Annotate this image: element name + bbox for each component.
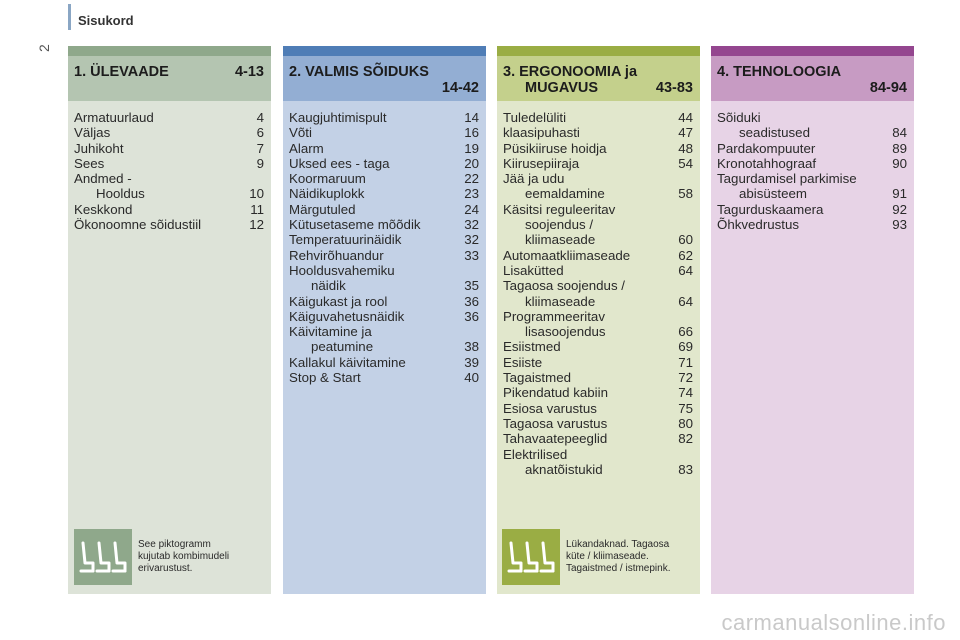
toc-entry[interactable] (503, 232, 693, 247)
toc-column-overview (68, 46, 271, 594)
header-accent-bar (68, 4, 71, 30)
toc-entry-page: 91 (892, 186, 907, 202)
column-color-strip (68, 46, 271, 56)
toc-entry-page: 6 (256, 125, 264, 141)
toc-entry-title: Väljas (74, 125, 111, 141)
toc-entry[interactable] (503, 401, 693, 416)
heading-title-line2: MUGAVUS (525, 80, 599, 96)
toc-entry[interactable] (503, 263, 693, 278)
toc-entry-title: Sees (74, 155, 105, 171)
toc-entry-title: Pikendatud kabiin (503, 385, 608, 401)
toc-entry[interactable] (289, 324, 479, 339)
heading-pages: 14-42 (441, 80, 479, 96)
toc-entry-page: 93 (892, 217, 907, 233)
toc-entry-page: 33 (464, 247, 479, 263)
entry-list (68, 101, 271, 232)
toc-entry[interactable] (74, 186, 264, 201)
toc-entry-page: 7 (256, 140, 264, 156)
toc-entry-title: Märgutuled (289, 201, 356, 217)
toc-entry-page: 10 (249, 186, 264, 202)
toc-entry-title: Programmeeritav (503, 308, 605, 324)
toc-entry-title: eemaldamine (525, 186, 605, 202)
entry-list (711, 101, 914, 232)
column-heading[interactable] (497, 56, 700, 101)
toc-entry-title: Andmed - (74, 171, 132, 187)
toc-entry-title: Käiguvahetusnäidik (289, 308, 405, 324)
toc-column-technology (711, 46, 914, 594)
toc-entry-title: Pardakompuuter (717, 140, 816, 156)
toc-entry[interactable] (289, 110, 479, 125)
watermark: carmanualsonline.info (721, 610, 946, 635)
toc-entry[interactable] (74, 110, 264, 125)
heading-title: 2. VALMIS SÕIDUKS (289, 64, 429, 80)
column-color-strip (283, 46, 486, 56)
heading-pages: 4-13 (234, 64, 264, 80)
toc-entry-title: Püsikiiruse hoidja (503, 140, 607, 156)
toc-entry[interactable] (289, 370, 479, 385)
toc-entry[interactable] (717, 156, 907, 171)
toc-entry-page: 12 (249, 217, 264, 233)
pictogram-note-2 (502, 529, 671, 585)
toc-entry[interactable] (717, 171, 907, 186)
toc-entry-title: Tagurduskaamera (717, 201, 824, 217)
toc-entry[interactable] (503, 141, 693, 156)
toc-entry-title: Ökonoomne sõidustiil (74, 217, 202, 233)
toc-entry-page: 20 (464, 155, 479, 171)
toc-entry-page: 92 (892, 201, 907, 217)
toc-entry-title: Kiirusepiiraja (503, 155, 580, 171)
toc-entry-page: 58 (678, 186, 693, 202)
toc-entry-title: Tagurdamisel parkimise (717, 171, 857, 187)
toc-column-ready-to-drive (283, 46, 486, 594)
toc-entry-title: peatumine (311, 339, 374, 355)
seats-pictogram-icon (502, 529, 560, 585)
toc-entry-title: abisüsteem (739, 186, 807, 202)
toc-entry[interactable] (503, 355, 693, 370)
toc-entry-page: 74 (678, 385, 693, 401)
toc-entry[interactable] (74, 171, 264, 186)
toc-entry-title: soojendus / (525, 217, 594, 233)
heading-title: 1. ÜLEVAADE (74, 64, 169, 80)
toc-entry[interactable] (74, 125, 264, 140)
toc-entry[interactable] (503, 324, 693, 339)
toc-entry-title: kliimaseade (525, 232, 596, 248)
section-title: Sisukord (78, 13, 134, 28)
toc-entry-page: 54 (678, 155, 693, 171)
page-number: 2 (36, 44, 52, 52)
toc-entry-page: 36 (464, 293, 479, 309)
toc-entry[interactable] (289, 141, 479, 156)
toc-entry-title: Hooldus (96, 186, 145, 202)
toc-entry[interactable] (289, 355, 479, 370)
toc-entry[interactable] (289, 248, 479, 263)
heading-pages: 84-94 (869, 80, 907, 96)
toc-entry[interactable] (503, 248, 693, 263)
toc-entry-title: näidik (311, 278, 346, 294)
toc-entry-title: Tagaistmed (503, 370, 571, 386)
toc-entry-page: 75 (678, 400, 693, 416)
toc-entry-title: Kronotahhograaf (717, 155, 817, 171)
toc-entry[interactable] (503, 309, 693, 324)
toc-entry-title: Hooldusvahemiku (289, 262, 395, 278)
toc-entry-title: kliimaseade (525, 293, 596, 309)
heading-title: 4. TEHNOLOOGIA (717, 64, 842, 80)
toc-entry-title: Kaugjuhtimispult (289, 110, 387, 125)
column-heading[interactable] (283, 56, 486, 101)
column-color-strip (711, 46, 914, 56)
toc-entry[interactable] (289, 125, 479, 140)
toc-entry-page: 16 (464, 125, 479, 141)
toc-entry-page: 64 (678, 293, 693, 309)
toc-entry[interactable] (503, 217, 693, 232)
toc-entry-page: 14 (464, 110, 479, 125)
toc-column-ergonomics (497, 46, 700, 594)
toc-entry-page: 90 (892, 155, 907, 171)
toc-entry-title: Jää ja udu (503, 171, 565, 187)
toc-entry-title: Kallakul käivitamine (289, 354, 406, 370)
toc-entry-title: Näidikuplokk (289, 186, 365, 202)
toc-entry[interactable] (289, 294, 479, 309)
toc-entry-title: Tagaosa soojendus / (503, 278, 625, 294)
toc-entry[interactable] (503, 202, 693, 217)
toc-entry-title: Stop & Start (289, 370, 361, 386)
toc-entry-page: 69 (678, 339, 693, 355)
toc-entry[interactable] (289, 339, 479, 354)
toc-entry[interactable] (503, 186, 693, 201)
toc-entry-page: 32 (464, 217, 479, 233)
toc-entry[interactable] (717, 217, 907, 232)
toc-entry-title: aknatõistukid (525, 461, 603, 477)
toc-entry[interactable] (503, 125, 693, 140)
toc-entry-page: 22 (464, 171, 479, 187)
toc-entry-title: Käigukast ja rool (289, 293, 388, 309)
toc-entry[interactable] (503, 416, 693, 431)
toc-entry[interactable] (503, 385, 693, 400)
toc-entry-title: Õhkvedrustus (717, 217, 800, 233)
toc-entry-page: 71 (678, 354, 693, 370)
toc-entry[interactable] (503, 339, 693, 354)
note-text: See piktogramm kujutab kombimudeli erivarustust. (138, 539, 230, 574)
toc-entry-page: 32 (464, 232, 479, 248)
toc-entry-title: Käivitamine ja (289, 324, 372, 340)
toc-entry[interactable] (74, 156, 264, 171)
toc-entry[interactable] (717, 141, 907, 156)
column-heading[interactable] (68, 56, 271, 101)
toc-entry-title: Käsitsi reguleeritav (503, 201, 616, 217)
toc-entry-page: 39 (464, 354, 479, 370)
toc-entry-title: klaasipuhasti (503, 125, 580, 141)
toc-entry-title: Koormaruum (289, 171, 366, 187)
toc-entry-title: Tagaosa varustus (503, 415, 608, 431)
toc-entry-title: Rehvirõhuandur (289, 247, 384, 263)
pictogram-note-1 (74, 529, 229, 585)
toc-entry-page: 35 (464, 278, 479, 294)
heading-title: 3. ERGONOOMIA ja (503, 64, 638, 80)
toc-entry-title: Kütusetaseme mõõdik (289, 217, 421, 233)
toc-entry[interactable] (503, 370, 693, 385)
toc-entry[interactable] (503, 462, 693, 477)
toc-entry-page: 38 (464, 339, 479, 355)
toc-entry-page: 23 (464, 186, 479, 202)
toc-entry-title: Esiosa varustus (503, 400, 597, 416)
toc-entry-title: lisasoojendus (525, 324, 606, 340)
toc-entry[interactable] (717, 202, 907, 217)
toc-entry[interactable] (74, 202, 264, 217)
toc-entry-page: 9 (256, 155, 264, 171)
toc-entry-title: Sõiduki (717, 110, 761, 125)
toc-entry[interactable] (289, 309, 479, 324)
toc-entry[interactable] (717, 186, 907, 201)
heading-pages: 43-83 (655, 80, 693, 96)
toc-entry-title: Automaatkliimaseade (503, 247, 631, 263)
toc-entry[interactable] (74, 141, 264, 156)
toc-entry-page: 72 (678, 370, 693, 386)
toc-entry-page: 24 (464, 201, 479, 217)
column-heading[interactable] (711, 56, 914, 101)
toc-entry-page: 83 (678, 461, 693, 477)
toc-entry-page: 11 (250, 201, 264, 217)
toc-entry-page: 82 (678, 431, 693, 447)
toc-entry[interactable] (717, 125, 907, 140)
toc-entry-title: Elektrilised (503, 446, 568, 462)
toc-entry-title: Juhikoht (74, 140, 124, 156)
toc-entry[interactable] (503, 447, 693, 462)
toc-entry[interactable] (289, 263, 479, 278)
toc-entry-title: Esiistmed (503, 339, 561, 355)
column-color-strip (497, 46, 700, 56)
toc-entry-title: Tahavaatepeeglid (503, 431, 608, 447)
toc-entry-page: 64 (678, 262, 693, 278)
toc-entry-page: 36 (464, 308, 479, 324)
toc-entry-page: 84 (892, 125, 907, 141)
toc-entry-page: 19 (464, 140, 479, 156)
toc-entry[interactable] (503, 278, 693, 293)
toc-entry-title: Lisakütted (503, 262, 564, 278)
toc-entry-title: Keskkond (74, 201, 133, 217)
toc-entry-title: Uksed ees - taga (289, 155, 390, 171)
toc-entry-page: 4 (256, 110, 264, 125)
toc-entry[interactable] (289, 186, 479, 201)
toc-entry[interactable] (289, 232, 479, 247)
toc-entry[interactable] (289, 278, 479, 293)
toc-entry-title: Tuledelüliti (503, 110, 567, 125)
toc-entry[interactable] (503, 294, 693, 309)
toc-entry-title: seadistused (739, 125, 810, 141)
entry-list (283, 101, 486, 385)
toc-entry-title: Armatuurlaud (74, 110, 154, 125)
toc-entry-page: 66 (678, 324, 693, 340)
toc-entry-page: 89 (892, 140, 907, 156)
toc-entry[interactable] (503, 171, 693, 186)
toc-entry[interactable] (289, 171, 479, 186)
toc-entry-page: 60 (678, 232, 693, 248)
entry-list (497, 101, 700, 477)
toc-entry[interactable] (289, 202, 479, 217)
toc-entry[interactable] (717, 110, 907, 125)
toc-entry-page: 80 (678, 415, 693, 431)
toc-entry[interactable] (74, 217, 264, 232)
toc-entry-page: 47 (678, 125, 693, 141)
toc-entry[interactable] (289, 217, 479, 232)
toc-entry-title: Alarm (289, 140, 324, 156)
toc-entry[interactable] (503, 431, 693, 446)
toc-entry[interactable] (289, 156, 479, 171)
toc-entry-title: Esiiste (503, 354, 543, 370)
toc-entry-page: 62 (678, 247, 693, 263)
toc-entry-title: Võti (289, 125, 312, 141)
seats-pictogram-icon (74, 529, 132, 585)
toc-entry-page: 48 (678, 140, 693, 156)
toc-entry-page: 44 (678, 110, 693, 125)
note-text: Lükandaknad. Tagaosa küte / kliimaseade. Tagaistmed / istmepink. (566, 539, 671, 574)
toc-entry[interactable] (503, 156, 693, 171)
toc-entry[interactable] (503, 110, 693, 125)
toc-entry-page: 40 (464, 370, 479, 386)
toc-entry-title: Temperatuurinäidik (289, 232, 402, 248)
